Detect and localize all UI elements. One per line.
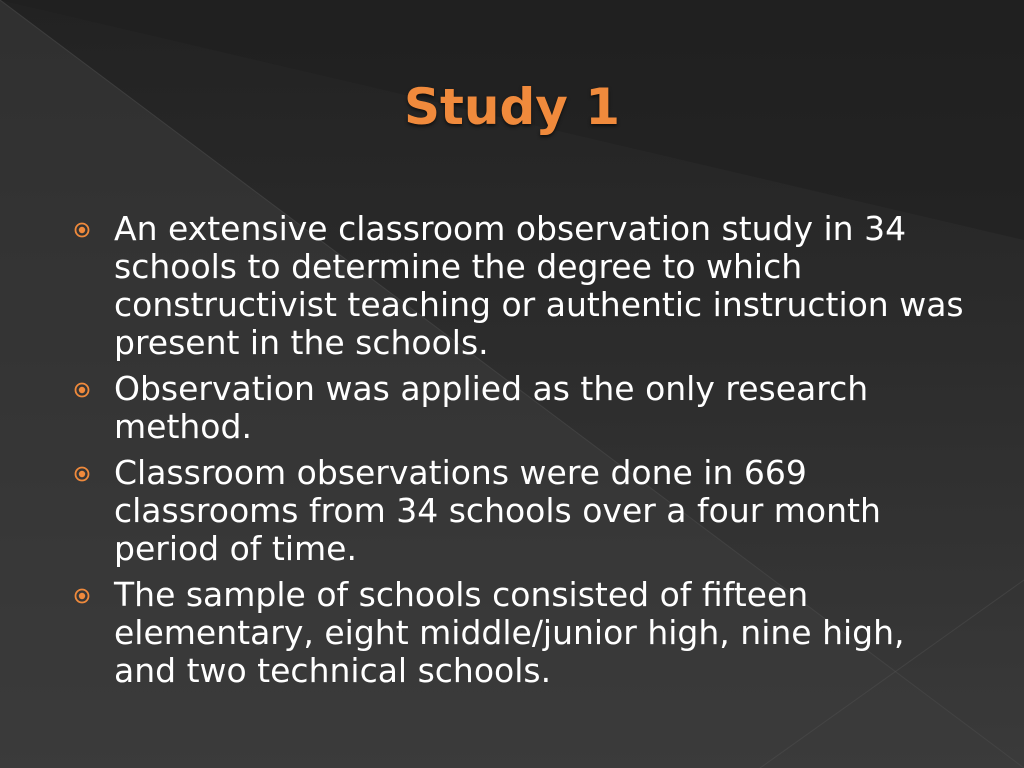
bullet-text: The sample of schools consisted of fifteen elementary, eight middle/junior high, nine high, and two technical schools. <box>114 575 905 690</box>
bullet-item <box>70 210 970 362</box>
bullet-text: An extensive classroom observation study in 34 schools to determine the degree to which constructivist teaching or authentic instruction was present in the schools. <box>114 209 964 362</box>
bullet-text: Observation was applied as the only research method. <box>114 369 869 446</box>
bullet-item <box>70 454 970 568</box>
circle-dot-bullet-icon <box>74 466 90 482</box>
bullet-item <box>70 370 970 446</box>
circle-dot-bullet-icon <box>74 222 90 238</box>
slide-title: Study 1 <box>403 78 621 136</box>
circle-dot-bullet-icon <box>74 382 90 398</box>
bullet-list <box>70 210 970 698</box>
circle-dot-bullet-icon <box>74 588 90 604</box>
bullet-item <box>70 576 970 690</box>
bullet-text: Classroom observations were done in 669 classrooms from 34 schools over a four month period of time. <box>114 453 881 568</box>
